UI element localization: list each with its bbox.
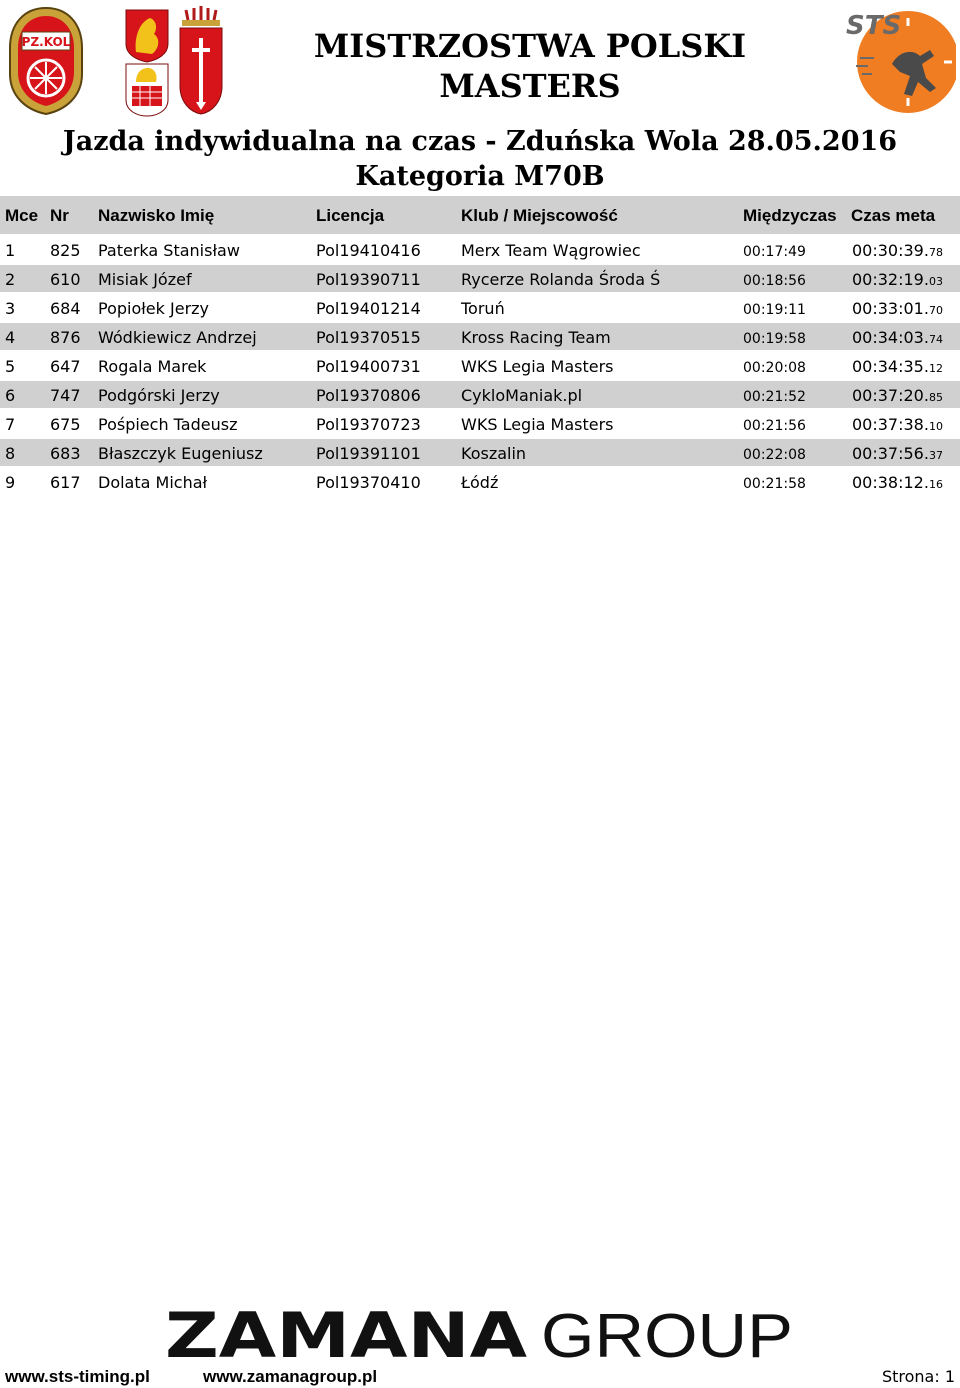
cell-mce: 7: [5, 415, 16, 434]
cell-club: Koszalin: [461, 444, 527, 463]
footer-link-zamana[interactable]: www.zamanagroup.pl: [203, 1367, 378, 1386]
cell-club: WKS Legia Masters: [461, 415, 614, 434]
cell-club: CykloManiak.pl: [461, 386, 583, 405]
cell-mce: 3: [5, 299, 16, 318]
col-header-mce: Mce: [5, 206, 39, 225]
cell-name: Błaszczyk Eugeniusz: [98, 444, 263, 463]
finish-time-fraction: 16: [928, 478, 943, 491]
cell-club: Rycerze Rolanda Środa Ś: [461, 270, 661, 289]
table-row: [0, 381, 960, 408]
finish-time-main: 00:32:19.: [852, 270, 929, 289]
finish-time-main: 00:33:01.: [852, 299, 929, 318]
table-row: [0, 410, 960, 437]
cell-mce: 9: [5, 473, 16, 492]
results-table-header: [0, 196, 960, 236]
category-title: Kategoria M70B: [355, 161, 605, 192]
page-title-line2: MASTERS: [439, 67, 621, 105]
cell-nr: 747: [50, 386, 81, 405]
cell-name: Wódkiewicz Andrzej: [98, 328, 257, 347]
cell-name: Podgórski Jerzy: [98, 386, 220, 405]
finish-time-fraction: 03: [928, 275, 943, 288]
finish-time-fraction: 10: [928, 420, 943, 433]
finish-time-main: 00:34:03.: [852, 328, 929, 347]
cell-finish-time: [852, 473, 943, 495]
col-header-time: Czas meta: [851, 206, 936, 225]
cell-licence: Pol19370410: [316, 473, 421, 492]
page-title: MISTRZOSTWA POLSKI: [313, 27, 747, 65]
finish-time-fraction: 70: [928, 304, 943, 317]
cell-licence: Pol19390711: [316, 270, 421, 289]
svg-text:STS: STS: [846, 11, 902, 41]
cell-name: Popiołek Jerzy: [98, 299, 210, 318]
cell-nr: 684: [50, 299, 81, 318]
cell-nr: 610: [50, 270, 81, 289]
cell-name: Misiak Józef: [98, 270, 192, 289]
cell-split: 00:17:49: [743, 244, 806, 260]
city-crest-icon: [122, 6, 172, 118]
cell-nr: 876: [50, 328, 81, 347]
cell-nr: 825: [50, 241, 81, 260]
cell-split: 00:21:58: [743, 476, 806, 492]
page-number: Strona: 1: [881, 1367, 955, 1386]
cell-mce: 8: [5, 444, 16, 463]
finish-time-main: 00:37:20.: [852, 386, 929, 405]
finish-time-main: 00:34:35.: [852, 357, 929, 376]
cell-finish-time: [852, 386, 943, 408]
cell-name: Dolata Michał: [98, 473, 208, 492]
cell-name: Paterka Stanisław: [98, 241, 240, 260]
finish-time-fraction: 12: [928, 362, 943, 375]
cell-name: Pośpiech Tadeusz: [98, 415, 238, 434]
footer-link-sts[interactable]: www.sts-timing.pl: [5, 1367, 150, 1386]
table-row: [0, 468, 960, 495]
finish-time-fraction: 37: [928, 449, 943, 462]
cell-licence: Pol19391101: [316, 444, 421, 463]
cell-finish-time: [852, 241, 943, 263]
table-row: [0, 352, 960, 379]
col-header-licence: Licencja: [316, 206, 385, 225]
cell-finish-time: [852, 415, 943, 437]
cell-nr: 675: [50, 415, 81, 434]
cell-mce: 1: [5, 241, 16, 260]
cell-nr: 647: [50, 357, 81, 376]
svg-text:PZ.KOL: PZ.KOL: [21, 35, 71, 49]
col-header-club: Klub / Miejscowość: [461, 206, 618, 225]
cell-mce: 4: [5, 328, 16, 347]
cell-finish-time: [852, 328, 943, 350]
pzkol-logo: [4, 4, 88, 118]
cell-split: 00:21:52: [743, 389, 806, 405]
cell-club: WKS Legia Masters: [461, 357, 614, 376]
cell-licence: Pol19400731: [316, 357, 421, 376]
finish-time-fraction: 74: [928, 333, 943, 346]
cell-licence: Pol19370515: [316, 328, 421, 347]
event-subtitle: Jazda indywidualna na czas - Zduńska Wola 28.05.2016: [62, 126, 898, 157]
cell-split: 00:18:56: [743, 273, 806, 289]
table-row: [0, 236, 960, 263]
cell-licence: Pol19401214: [316, 299, 421, 318]
table-row: [0, 294, 960, 321]
cell-mce: 2: [5, 270, 16, 289]
cell-licence: Pol19410416: [316, 241, 421, 260]
finish-time-main: 00:37:38.: [852, 415, 929, 434]
col-header-nr: Nr: [50, 206, 69, 225]
svg-text:ZAMANA: ZAMANA: [165, 1303, 528, 1363]
cell-finish-time: [852, 270, 943, 292]
finish-time-main: 00:37:56.: [852, 444, 929, 463]
county-crest-icon: [176, 6, 226, 118]
cell-name: Rogala Marek: [98, 357, 207, 376]
cell-split: 00:19:58: [743, 331, 806, 347]
cell-split: 00:22:08: [743, 447, 806, 463]
finish-time-main: 00:38:12.: [852, 473, 929, 492]
svg-text:GROUP: GROUP: [541, 1303, 793, 1363]
col-header-split: Międzyczas: [743, 206, 837, 225]
finish-time-fraction: 78: [928, 246, 943, 259]
svg-text:TIMING: TIMING: [868, 40, 901, 49]
finish-time-main: 00:30:39.: [852, 241, 929, 260]
sts-timing-logo: [842, 4, 956, 118]
finish-time-fraction: 85: [928, 391, 943, 404]
cell-licence: Pol19370806: [316, 386, 421, 405]
cell-split: 00:19:11: [743, 302, 806, 318]
cell-finish-time: [852, 444, 943, 466]
zamana-group-logo: [165, 1303, 795, 1363]
cell-nr: 617: [50, 473, 81, 492]
cell-split: 00:21:56: [743, 418, 806, 434]
table-row: [0, 265, 960, 292]
cell-club: Toruń: [461, 299, 505, 318]
cell-nr: 683: [50, 444, 81, 463]
cell-finish-time: [852, 299, 943, 321]
cell-split: 00:20:08: [743, 360, 806, 376]
cell-club: Kross Racing Team: [461, 328, 611, 347]
cell-club: Łódź: [461, 473, 499, 492]
cell-mce: 5: [5, 357, 16, 376]
cell-mce: 6: [5, 386, 16, 405]
table-row: [0, 439, 960, 466]
cell-club: Merx Team Wągrowiec: [461, 241, 641, 260]
cell-finish-time: [852, 357, 943, 379]
cell-licence: Pol19370723: [316, 415, 421, 434]
col-header-name: Nazwisko Imię: [98, 206, 215, 225]
table-row: [0, 323, 960, 350]
